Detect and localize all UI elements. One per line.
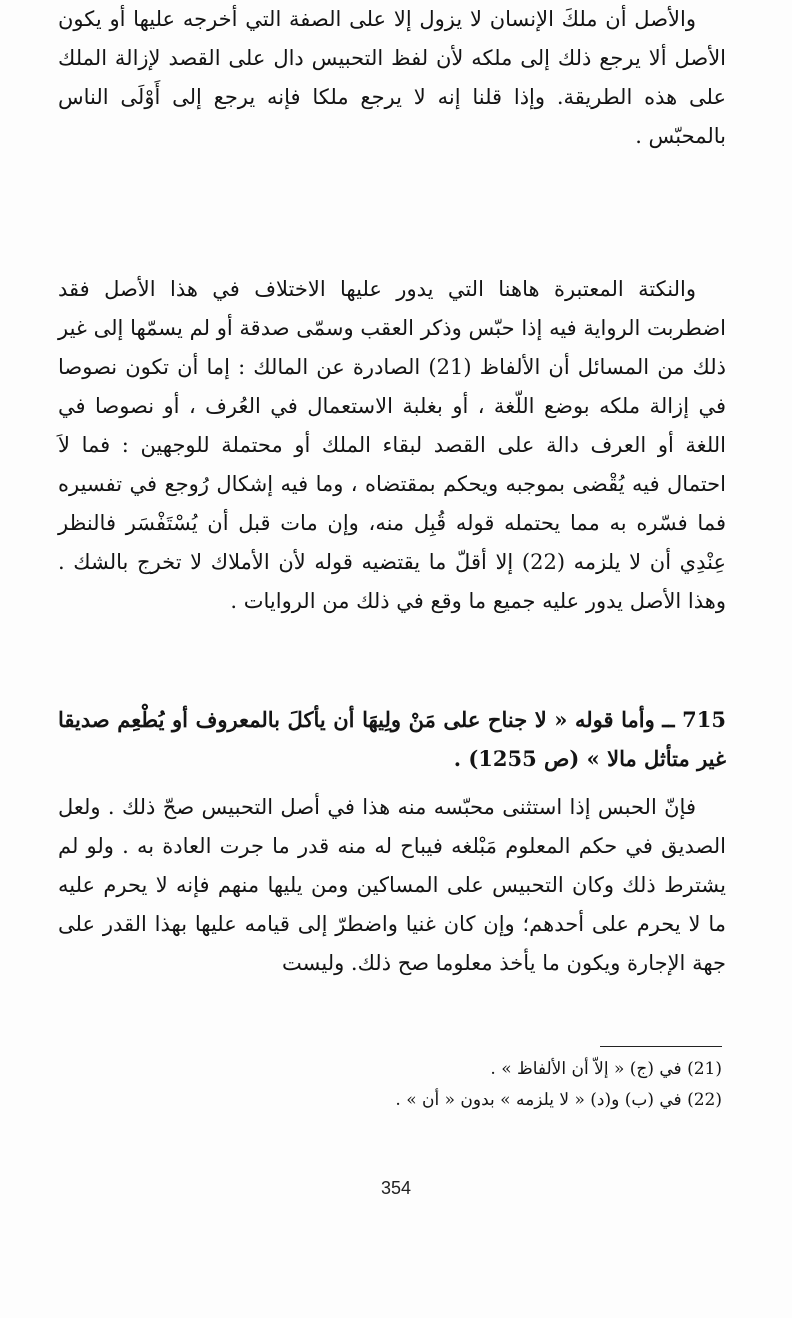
page-number: 354 <box>380 1178 412 1198</box>
footnote-21: (21) في (ج) « إلاّ أن الألفاظ » . <box>490 1059 722 1079</box>
footnote-22: (22) في (ب) و(د) « لا يلزمه » بدون « أن » . <box>395 1090 722 1110</box>
section-715-text: 715 ــ وأما قوله « لا جناح على مَنْ ولِيهَا أن يأكلَ بالمعروف أو يُطْعِم صديقا غير متأثل مالا » (ص 1255) . <box>58 707 726 771</box>
section-715-heading <box>58 700 726 778</box>
paragraph-2: والنكتة المعتبرة هاهنا التي يدور عليها الاختلاف في هذا الأصل فقد اضطربت الرواية فيه إذا حبّس وذكر العقب وسمّى صدقة أو لم يسمّها إلى غير ذلك من المسائل أن الألفاظ (21) الصادرة عن المالك : إما أن تكون نصوصا في إزالة ملكه بوضع اللّغة ، أو بغلبة الاستعمال في العُرف ، أو نصوصا في اللغة أو العرف دالة على القصد لبقاء الملك أو محتملة للوجهين : فما لاَ احتمال فيه يُقْضى بموجبه ويحكم بمقتضاه ، وما فيه إشكال رُوجع في تفسيره فما فسّره به مما يحتمله قوله قُبِل منه، وإن مات قبل أن يُسْتَفْسَر فالنظر عِنْدِي أن لا يلزمه (22) إلا أقلّ ما يقتضيه قوله لأن الأملاك لا تخرج بالشك . وهذا الأصل يدور عليه جميع ما وقع في ذلك من الروايات . <box>58 277 726 613</box>
footnote-divider <box>600 1046 722 1047</box>
footnotes <box>58 1054 722 1116</box>
paragraph-4: فإنّ الحبس إذا استثنى محبّسه منه هذا في أصل التحبيس صحّ ذلك . ولعل الصديق في حكم المعلوم مَبْلغه فيباح له منه قدر ما جرت العادة به . ولو لم يشترط ذلك وكان التحبيس على المساكين ومن يليها منهم فإنه لا يحرم عليه ما لا يحرم على أحدهم؛ وإن كان غنيا واضطرّ إلى قيامه عليها بهذا القدر على جهة الإجارة ويكون ما يأخذ معلوما صح ذلك. وليست <box>58 795 726 975</box>
paragraph-4-container <box>58 788 726 983</box>
paragraph-1: والأصل أن ملكَ الإنسان لا يزول إلا على الصفة التي أخرجه عليها أو يكون الأصل ألا يرجع ذلك إلى ملكه لأن لفظ التحبيس دال على القصد لإزالة الملك على هذه الطريقة. وإذا قلنا إنه لا يرجع ملكا فإنه يرجع إلى أَوْلَى الناس بالمحبّس . <box>58 7 726 148</box>
paragraph-2-container <box>58 270 726 621</box>
body-text <box>58 0 726 156</box>
